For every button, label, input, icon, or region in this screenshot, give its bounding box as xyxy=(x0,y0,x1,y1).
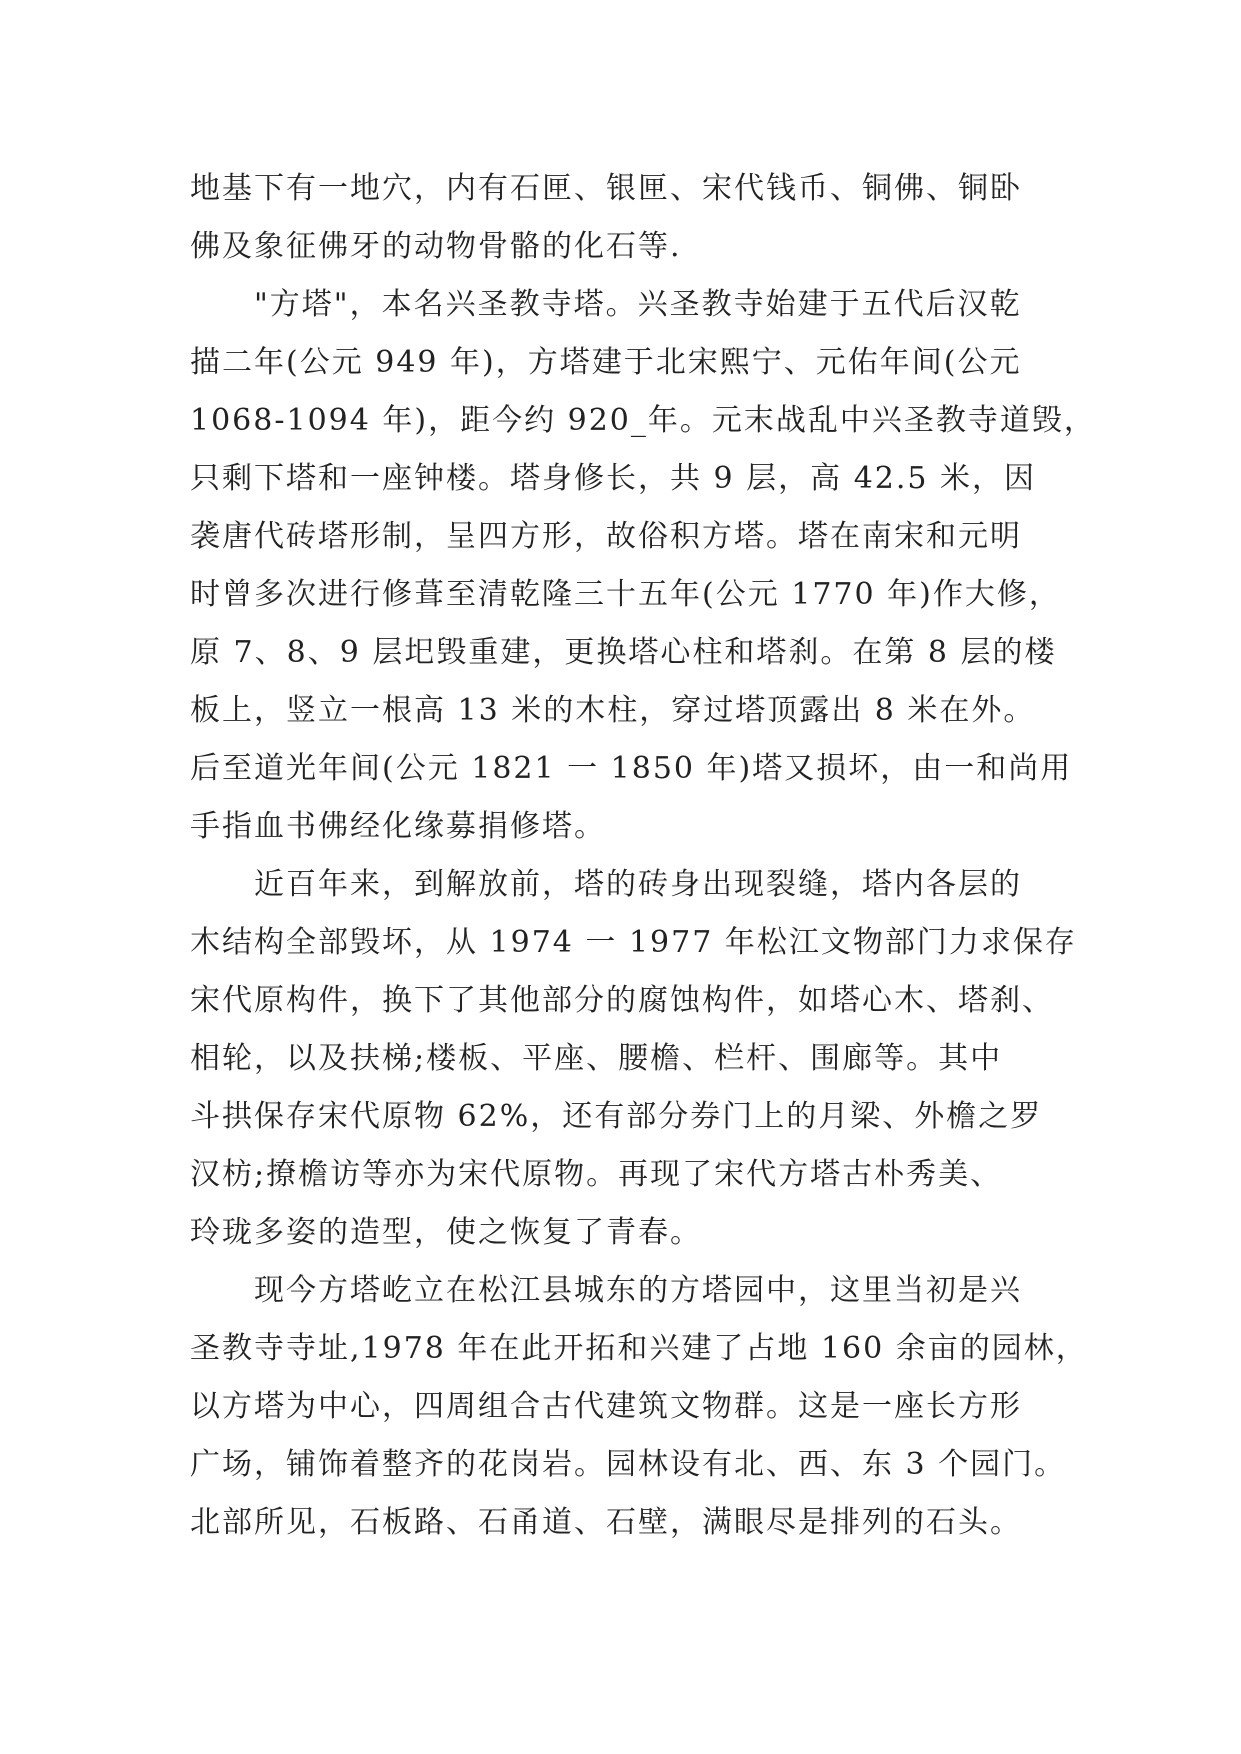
text-line: 广场，铺饰着整齐的花岗岩。园林设有北、西、东 3 个园门。 xyxy=(190,1447,1067,1482)
text-line: 只剩下塔和一座钟楼。塔身修长，共 9 层，高 42.5 米，因 xyxy=(190,461,1037,496)
text-line: 斗拱保存宋代原物 62%，还有部分券门上的月梁、外檐之罗 xyxy=(190,1099,1043,1134)
text-line: 以方塔为中心，四周组合古代建筑文物群。这是一座长方形 xyxy=(190,1389,1022,1424)
text-line: "方塔"，本名兴圣教寺塔。兴圣教寺始建于五代后汉乾 xyxy=(190,287,1022,322)
text-line: 原 7、8、9 层圯毁重建，更换塔心柱和塔刹。在第 8 层的楼 xyxy=(190,635,1057,670)
body-text xyxy=(190,160,1096,1552)
text-line: 后至道光年间(公元 1821 一 1850 年)塔又损坏，由一和尚用 xyxy=(190,751,1073,786)
text-line: 1068-1094 年)，距今约 920_年。元末战乱中兴圣教寺道毁， xyxy=(190,403,1096,438)
text-line: 地基下有一地穴，内有石匣、银匣、宋代钱币、铜佛、铜卧 xyxy=(190,171,1022,206)
text-line: 北部所见，石板路、石甬道、石壁，满眼尽是排列的石头。 xyxy=(190,1505,1022,1540)
text-line: 板上，竖立一根高 13 米的木柱，穿过塔顶露出 8 米在外。 xyxy=(190,693,1036,728)
text-line: 袭唐代砖塔形制，呈四方形，故俗积方塔。塔在南宋和元明 xyxy=(190,519,1022,554)
text-line: 圣教寺寺址,1978 年在此开拓和兴建了占地 160 余亩的园林， xyxy=(190,1331,1088,1366)
text-line: 相轮，以及扶梯;楼板、平座、腰檐、栏杆、围廊等。其中 xyxy=(190,1041,1003,1076)
text-line: 时曾多次进行修葺至清乾隆三十五年(公元 1770 年)作大修， xyxy=(190,577,1061,612)
text-line: 玲珑多姿的造型，使之恢复了青春。 xyxy=(190,1215,702,1250)
text-line: 汉枋;撩檐访等亦为宋代原物。再现了宋代方塔古朴秀美、 xyxy=(190,1157,1003,1192)
text-line: 木结构全部毁坏，从 1974 一 1977 年松江文物部门力求保存 xyxy=(190,925,1077,960)
text-line: 佛及象征佛牙的动物骨骼的化石等. xyxy=(190,229,682,264)
text-line: 手指血书佛经化缘募捐修塔。 xyxy=(190,809,606,844)
text-line: 描二年(公元 949 年)，方塔建于北宋熙宁、元佑年间(公元 xyxy=(190,345,1022,380)
text-line: 宋代原构件，换下了其他部分的腐蚀构件，如塔心木、塔刹、 xyxy=(190,983,1054,1018)
text-line: 近百年来，到解放前，塔的砖身出现裂缝，塔内各层的 xyxy=(190,867,1022,902)
text-line: 现今方塔屹立在松江县城东的方塔园中，这里当初是兴 xyxy=(190,1273,1022,1308)
